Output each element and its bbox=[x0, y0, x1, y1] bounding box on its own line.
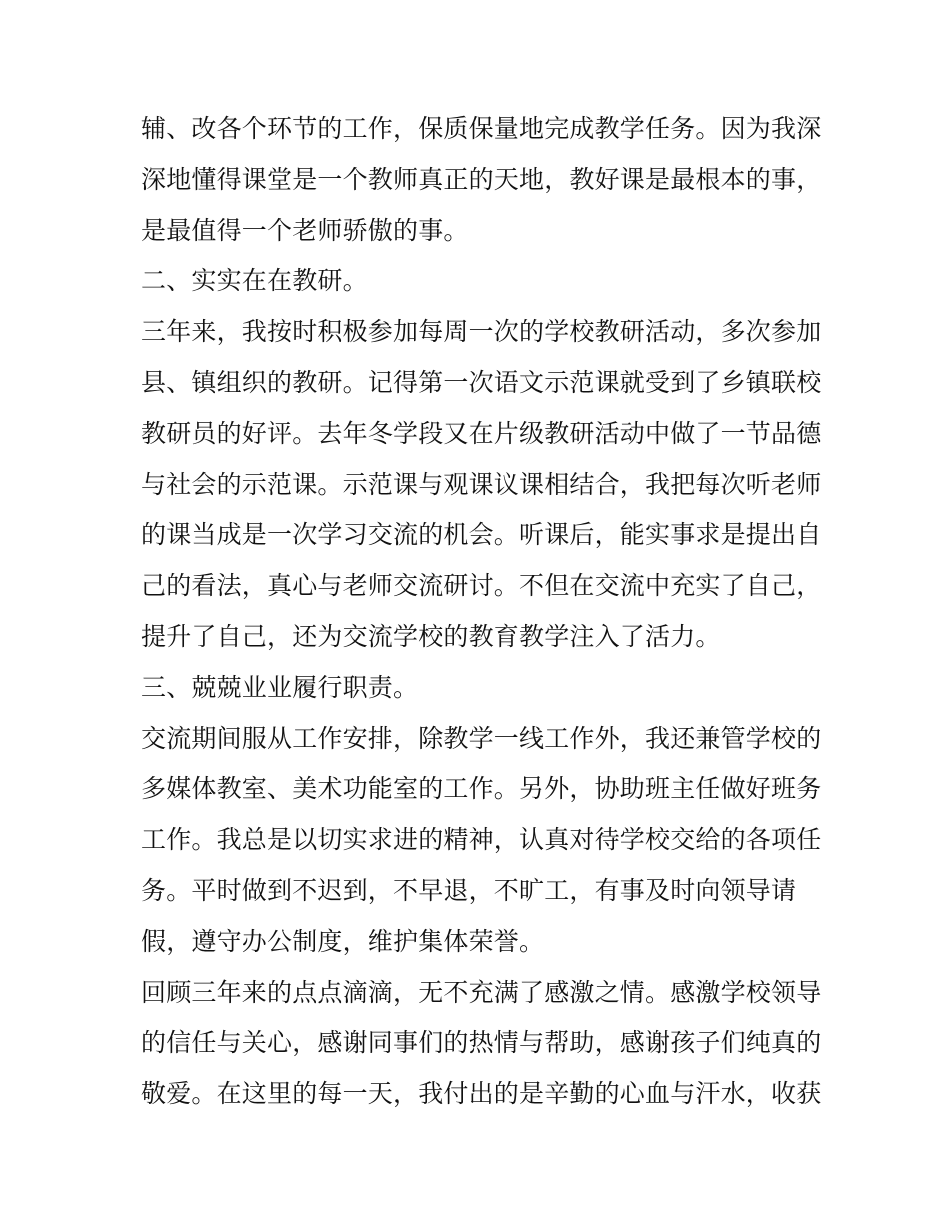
section-heading-3: 三、兢兢业业履行职责。 bbox=[141, 672, 419, 702]
text-line: 县、镇组织的教研。记得第一次语文示范课就受到了乡镇联校 bbox=[141, 367, 822, 397]
section-heading-2: 二、实实在在教研。 bbox=[141, 266, 368, 296]
text-line: 回顾三年来的点点滴滴，无不充满了感激之情。感激学校领导 bbox=[141, 977, 822, 1007]
text-line: 工作。我总是以切实求进的精神，认真对待学校交给的各项任 bbox=[141, 825, 822, 855]
text-line: 是最值得一个老师骄傲的事。 bbox=[141, 215, 469, 245]
text-line: 提升了自己，还为交流学校的教育教学注入了活力。 bbox=[141, 621, 721, 651]
text-line: 的课当成是一次学习交流的机会。听课后，能实事求是提出自 bbox=[141, 520, 822, 550]
document-body bbox=[141, 104, 821, 1120]
text-line: 与社会的示范课。示范课与观课议课相结合，我把每次听老师 bbox=[141, 469, 822, 499]
text-line: 深地懂得课堂是一个教师真正的天地，教好课是最根本的事， bbox=[141, 164, 822, 194]
text-line: 三年来，我按时积极参加每周一次的学校教研活动，多次参加 bbox=[141, 317, 822, 347]
text-line: 己的看法，真心与老师交流研讨。不但在交流中充实了自己， bbox=[141, 571, 822, 601]
text-line: 教研员的好评。去年冬学段又在片级教研活动中做了一节品德 bbox=[141, 418, 822, 448]
text-line: 多媒体教室、美术功能室的工作。另外，协助班主任做好班务 bbox=[141, 774, 822, 804]
text-line: 假，遵守办公制度，维护集体荣誉。 bbox=[141, 926, 545, 956]
text-line: 务。平时做到不迟到，不早退，不旷工，有事及时向领导请 bbox=[141, 875, 797, 905]
text-line: 辅、改各个环节的工作，保质保量地完成教学任务。因为我深 bbox=[141, 114, 822, 143]
text-line: 敬爱。在这里的每一天，我付出的是辛勤的心血与汗水，收获 bbox=[141, 1079, 822, 1109]
text-line: 的信任与关心，感谢同事们的热情与帮助，感谢孩子们纯真的 bbox=[141, 1028, 822, 1058]
text-line: 交流期间服从工作安排，除教学一线工作外，我还兼管学校的 bbox=[141, 723, 822, 753]
